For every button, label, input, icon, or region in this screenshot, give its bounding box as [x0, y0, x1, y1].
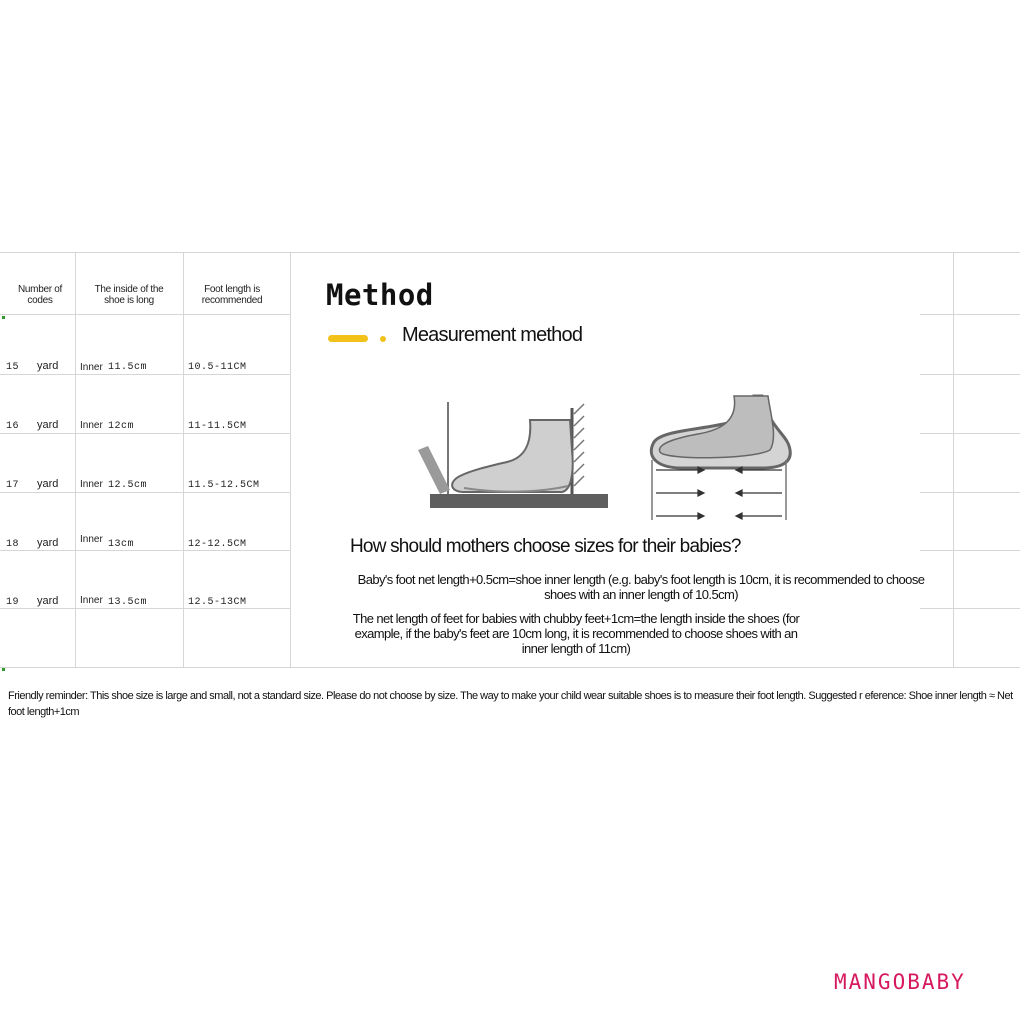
row-foot-length: 11-11.5CM: [188, 421, 247, 432]
grid-line: [953, 252, 954, 668]
grid-line: [290, 252, 291, 668]
method-title: Method: [326, 278, 434, 312]
row-foot-length: 10.5-11CM: [188, 362, 247, 373]
header-inner-length: The inside of the shoe is long: [94, 284, 164, 306]
row-code: 15: [6, 362, 20, 373]
grid-line: [0, 550, 290, 551]
row-length: 13cm: [108, 539, 135, 550]
row-code: 19: [6, 597, 20, 608]
accent-bar: [328, 335, 368, 342]
row-length: 11.5cm: [108, 362, 148, 373]
row-inner: Inner: [80, 534, 103, 545]
row-code: 16: [6, 421, 20, 432]
grid-line: [75, 252, 76, 668]
row-unit: yard: [37, 360, 59, 372]
row-foot-length: 12-12.5CM: [188, 539, 247, 550]
accent-dot: [380, 336, 386, 342]
row-length: 12cm: [108, 421, 135, 432]
row-unit: yard: [37, 595, 59, 607]
rule-net-length: Baby's foot net length+0.5cm=shoe inner length (e.g. baby's foot length is 10cm, it is recommended to choose shoes with an inner length of 10.5cm): [357, 572, 925, 602]
grid-line: [0, 492, 290, 493]
measurement-method-label: Measurement method: [402, 324, 583, 346]
grid-line: [920, 374, 1020, 375]
grid-line: [0, 608, 290, 609]
grid-line: [920, 492, 1020, 493]
grid-line: [920, 314, 1020, 315]
grid-line: [0, 667, 1020, 668]
row-code: 17: [6, 480, 20, 491]
friendly-reminder-text: Friendly reminder: This shoe size is large and small, not a standard size. Please do not choose by size. The way to make your child wear suitable shoes is to measure their foot length. Suggested r eference: Shoe inner length ≈ Net foot length+1cm: [8, 690, 1013, 718]
row-inner: Inner: [80, 362, 103, 373]
grid-line: [0, 314, 290, 315]
row-foot-length: 11.5-12.5CM: [188, 480, 260, 491]
rule-chubby-feet: The net length of feet for babies with chubby feet+1cm=the length inside the shoes (for example, if the baby's feet are 10cm long, it is recommended to choose shoes with an inner length of 11cm): [352, 611, 800, 656]
grid-line: [0, 252, 1020, 253]
cell-marker: [2, 316, 5, 319]
row-length: 12.5cm: [108, 480, 148, 491]
row-foot-length: 12.5-13CM: [188, 597, 247, 608]
foot-on-ruler-icon: [412, 390, 612, 522]
cell-marker: [2, 668, 5, 671]
grid-line: [0, 374, 290, 375]
row-code: 18: [6, 539, 20, 550]
grid-line: [183, 252, 184, 668]
row-unit: yard: [37, 537, 59, 549]
header-foot-length: Foot length is recommended: [201, 284, 263, 306]
row-length: 13.5cm: [108, 597, 148, 608]
foot-in-shoe-icon: [642, 390, 802, 522]
grid-line: [0, 433, 290, 434]
row-inner: Inner: [80, 420, 103, 431]
row-inner: Inner: [80, 479, 103, 490]
brand-logo: MANGOBABY: [834, 970, 966, 994]
row-unit: yard: [37, 419, 59, 431]
header-number-of-codes: Number of codes: [18, 284, 62, 306]
row-inner: Inner: [80, 595, 103, 606]
grid-line: [920, 550, 1020, 551]
size-question-heading: How should mothers choose sizes for their babies?: [350, 536, 741, 557]
row-unit: yard: [37, 478, 59, 490]
grid-line: [920, 433, 1020, 434]
grid-line: [920, 608, 1020, 609]
